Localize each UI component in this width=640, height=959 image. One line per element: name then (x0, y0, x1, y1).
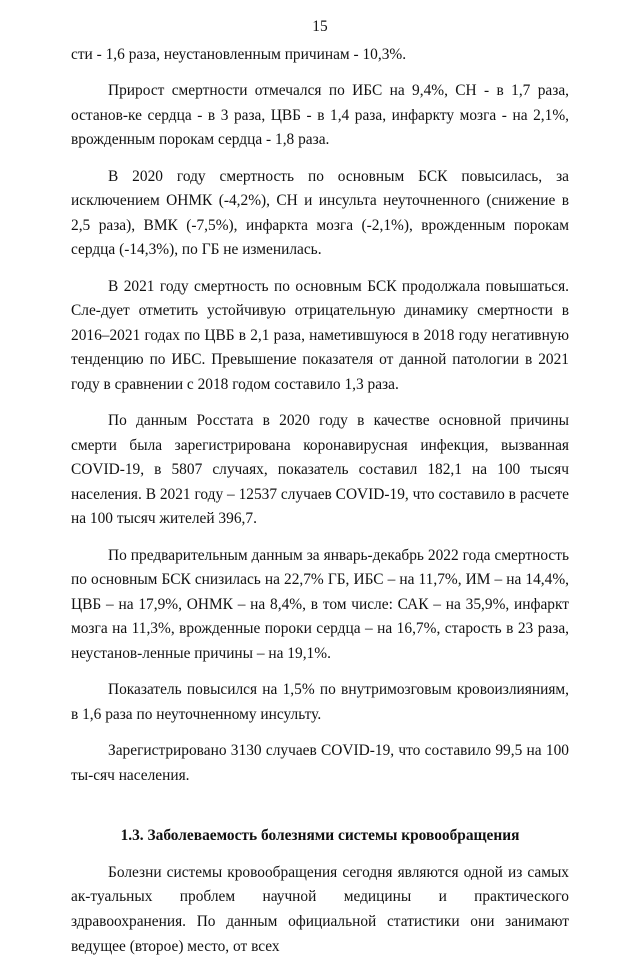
document-body (71, 43, 569, 959)
section-paragraph: Болезни системы кровообращения сегодня являются одной из самых ак-туальных проблем научной медицины и практического здравоохранения. По данным официальной статистики они занимают ведущее (второе) место, от всех (71, 863, 569, 955)
page-number: 15 (312, 18, 328, 35)
paragraph-2021-mortality: В 2021 году смертность по основным БСК продолжала повышаться. Сле-дует отметить устойчивую отрицательную динамику смертности в 2016–2021 годах по ЦВБ в 2,1 раза, наметившуюся в 2018 году негативную тенденцию по ИБС. Превышение показателя от данной патологии в 2021 году в сравнении с 2018 годом составило 1,3 раза. (71, 277, 569, 393)
section-heading: 1.3. Заболеваемость болезнями системы кровообращения (120, 827, 520, 845)
paragraph-continuation: сти - 1,6 раза, неустановленным причинам - 10,3%. (71, 46, 407, 63)
paragraph-covid-2022: Зарегистрировано 3130 случаев COVID-19, что составило 99,5 на 100 ты-сяч населения. (71, 742, 569, 784)
paragraph-2022-preliminary: По предварительным данным за январь-декабрь 2022 года смертность по основным БСК снизилась на 22,7% ГБ, ИБС – на 11,7%, ИМ – на 14,4%, ЦВБ – на 17,9%, ОНМК – на 8,4%, в том числе: САК – на 35,9%, инфаркт мозга на 11,3%, врожденные пороки сердца – на 16,7%, старость в 23 раза, неустанов-ленные причины – на 19,1%. (71, 546, 569, 663)
paragraph-covid-rosstat: По данным Росстата в 2020 году в качестве основной причины смерти была зарегистрирована коронавирусная инфекция, вызванная COVID-19, в 5807 случаях, показатель составил 182,1 на 100 тысяч населения. В 2021 году – 12537 случаев COVID-19, что составило в расчете на 100 тысяч жителей 396,7. (71, 412, 569, 528)
paragraph-2020-mortality: В 2020 году смертность по основным БСК повысилась, за исключением ОНМК (-4,2%), СН и инсульта неуточненного (снижение в 2,5 раза), ВМК (-7,5%), инфаркта мозга (-2,1%), врожденным порокам сердца (-14,3%), по ГБ не изменилась. (71, 167, 569, 259)
paragraph-mortality-growth: Прирост смертности отмечался по ИБС на 9,4%, СН - в 1,7 раза, останов-ке сердца - в 3 раза, ЦВБ - в 1,4 раза, инфаркту мозга - на 2,1%, врожденным порокам сердца - 1,8 раза. (71, 82, 569, 149)
paragraph-indicator-increase: Показатель повысился на 1,5% по внутримозговым кровоизлияниям, в 1,6 раза по неуточненному инсульту. (71, 681, 569, 723)
